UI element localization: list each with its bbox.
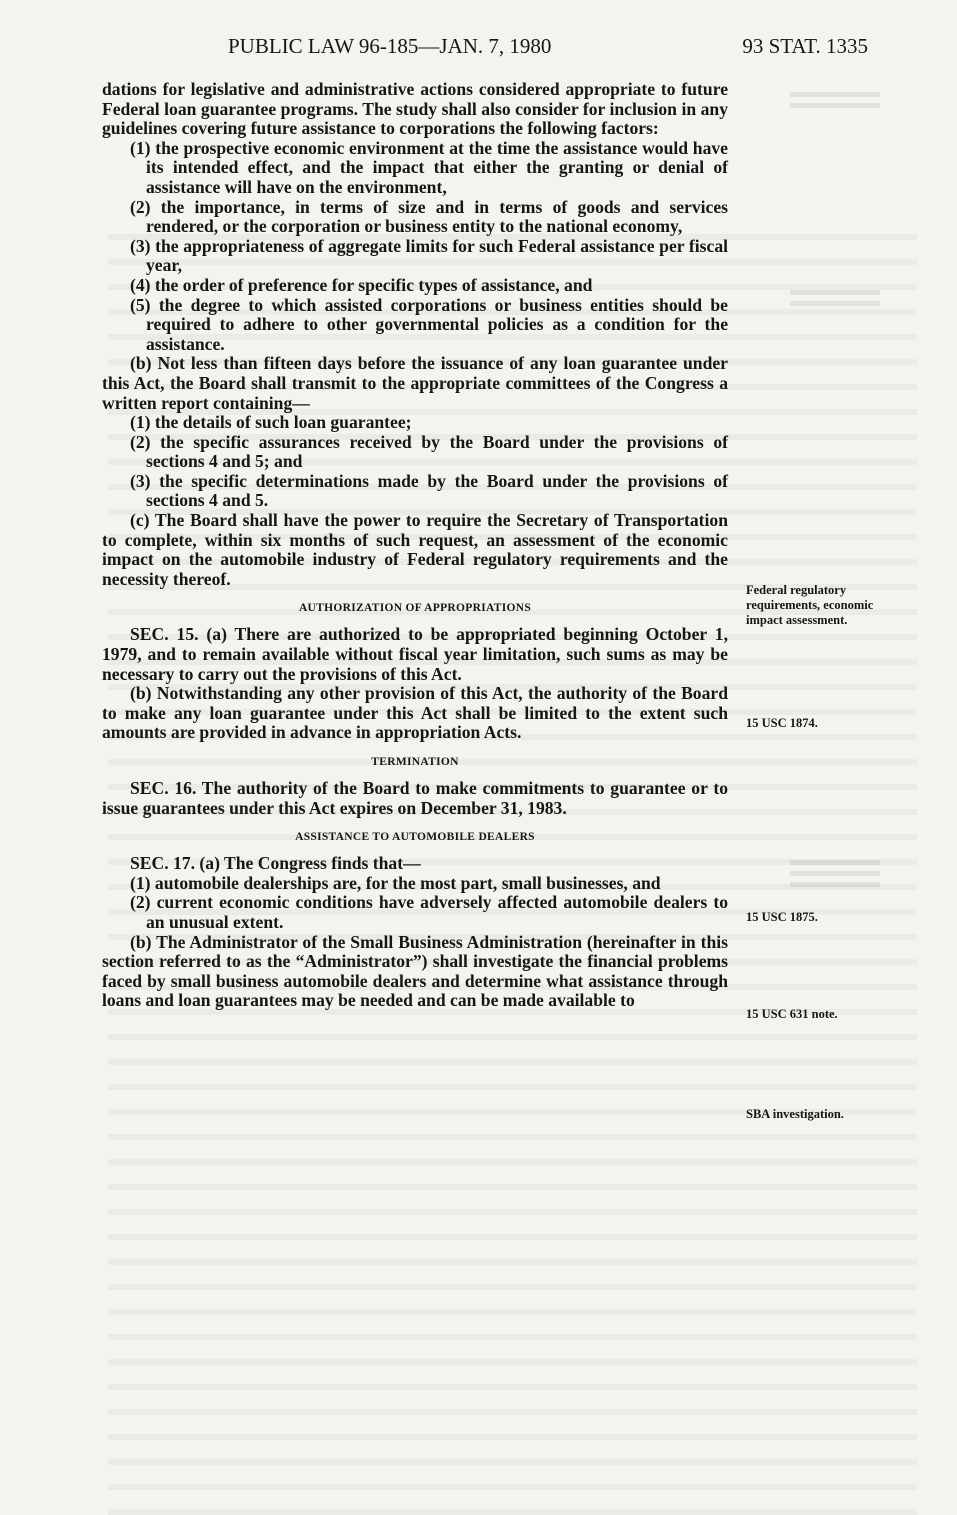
- margin-note-sba: SBA investigation.: [746, 1107, 844, 1121]
- list-item: (3) the appropriateness of aggregate limits for such Federal assistance per fiscal year,: [130, 235, 728, 276]
- section-15a: SEC. 15. (a) There are authorized to be appropriated beginning October 1, 1979, and to remain available without fiscal year limitation, such sums as may be necessary to carry out the provisions of this Act.: [102, 624, 728, 684]
- list-item: (1) automobile dealerships are, for the most part, small businesses, and: [130, 872, 661, 893]
- bleed-through-note: [790, 92, 880, 122]
- paragraph-continuation: dations for legislative and administrative actions considered appropriate to future Federal loan guarantee programs. The study shall also consider for inclusion in any guidelines covering future assistance to corporations the following factors:: [102, 79, 728, 139]
- list-item: (2) the importance, in terms of size and in terms of goods and services rendered, or the corporation or business entity to the national economy,: [130, 196, 728, 237]
- list-item: (1) the details of such loan guarantee;: [130, 412, 412, 433]
- bleed-through-note: [790, 290, 880, 320]
- list-item: (1) the prospective economic environment at the time the assistance would have its intended effect, and the impact that either the granting or denial of assistance will have on the environment,: [130, 137, 728, 197]
- list-item: (3) the specific determinations made by the Board under the provisions of sections 4 and 5.: [130, 470, 728, 511]
- margin-note-usc-1875: 15 USC 1875.: [746, 910, 818, 924]
- list-item: (5) the degree to which assisted corporations or business entities should be required to adhere to other governmental policies as a condition for the assistance.: [130, 294, 728, 354]
- section-16: SEC. 16. The authority of the Board to make commitments to guarantee or to issue guarantees under this Act expires on December 31, 1983.: [102, 778, 728, 818]
- section-heading: ASSISTANCE TO AUTOMOBILE DEALERS: [295, 831, 535, 844]
- margin-note-usc-631: 15 USC 631 note.: [746, 1007, 838, 1021]
- paragraph-c: (c) The Board shall have the power to require the Secretary of Transportation to complete, within six months of such request, an assessment of the economic impact on the automobile industry of Federal regulatory requirements and the necessity thereof.: [102, 510, 728, 589]
- body-text: [102, 80, 728, 1011]
- header-title: PUBLIC LAW 96-185—JAN. 7, 1980: [228, 34, 552, 58]
- page-header: [100, 34, 868, 64]
- section-heading: TERMINATION: [371, 756, 459, 768]
- section-15b: (b) Notwithstanding any other provision of this Act, the authority of the Board to make any loan guarantee under this Act shall be limited to the extent such amounts are provided in advance in appropriation Acts.: [102, 683, 728, 743]
- margin-note-usc-1874: 15 USC 1874.: [746, 716, 818, 730]
- paragraph-b: (b) Not less than fifteen days before the issuance of any loan guarantee under this Act, the Board shall transmit to the appropriate committees of the Congress a written report containing—: [102, 353, 728, 413]
- header-page-ref: 93 STAT. 1335: [742, 34, 868, 58]
- section-17a: SEC. 17. (a) The Congress finds that—: [130, 853, 421, 874]
- list-item: (4) the order of preference for specific types of assistance, and: [130, 274, 593, 295]
- margin-note-federal-regulatory: Federal regulatory requirements, economic impact assessment.: [746, 583, 874, 627]
- list-item: (2) the specific assurances received by the Board under the provisions of sections 4 and 5; and: [130, 431, 728, 472]
- bleed-through-note: [790, 860, 880, 890]
- list-item: (2) current economic conditions have adversely affected automobile dealers to an unusual extent.: [130, 892, 728, 932]
- section-17b: (b) The Administrator of the Small Business Administration (hereinafter in this section referred to as the “Administrator”) shall investigate the financial problems faced by small business automobile dealers and determine what assistance through loans and loan guarantees may be needed and can be made available to: [102, 931, 728, 1011]
- section-heading: AUTHORIZATION OF APPROPRIATIONS: [298, 602, 532, 615]
